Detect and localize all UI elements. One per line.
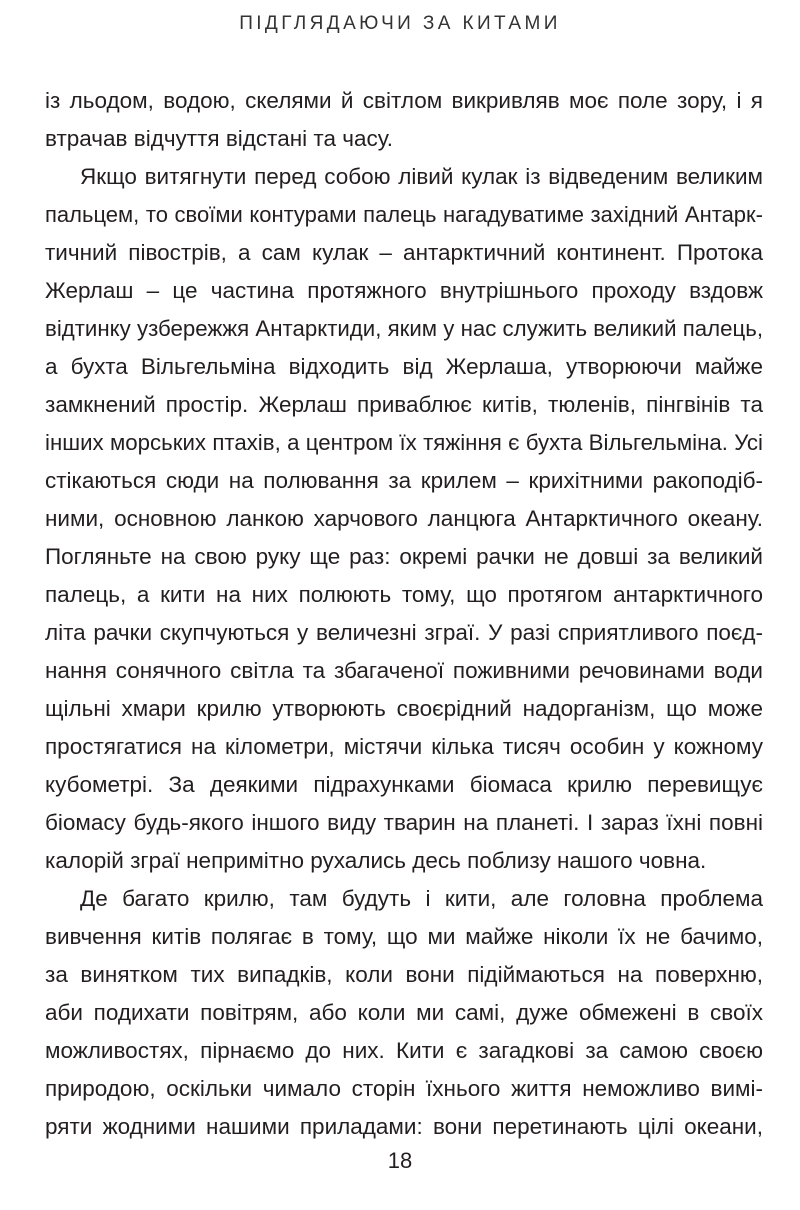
text-line: Жерлаш – це частина протяжного внутрішнього проходу вздовж — [45, 278, 763, 303]
text-line: а бухта Вільгельміна відходить від Жерлаша, утворюючи майже — [45, 354, 763, 379]
text-line: біомасу будь-якого іншого виду тварин на планеті. І зараз їхні повні — [45, 810, 763, 835]
text-line: пальцем, то своїми контурами палець нагадуватиме західний Антарк- — [45, 202, 763, 227]
text-line: стікаються сюди на полювання за крилем – крихітними ракоподіб- — [45, 468, 763, 493]
text-line: із льодом, водою, скелями й світлом викривляв моє поле зору, і я — [45, 88, 763, 113]
text-line: аби подихати повітрям, або коли ми самі, дуже обмежені в своїх — [45, 1000, 763, 1025]
text-line: замкнений простір. Жерлаш приваблює китів, тюленів, пінгвінів та — [45, 392, 763, 417]
text-line: нання сонячного світла та збагаченої поживними речовинами води — [45, 658, 763, 683]
text-line: Погляньте на свою руку ще раз: окремі рачки не довші за великий — [45, 544, 763, 569]
text-line: ними, основною ланкою харчового ланцюга Антарктичного океану. — [45, 506, 763, 531]
text-line: ряти жодними нашими приладами: вони перетинають цілі океани, — [45, 1114, 763, 1139]
text-line: щільні хмари крилю утворюють своєрідний надорганізм, що може — [45, 696, 763, 721]
text-line: палець, а кити на них полюють тому, що протягом антарктичного — [45, 582, 763, 607]
text-line: кубометрі. За деякими підрахунками біомаса крилю перевищує — [45, 772, 763, 797]
text-line: калорій зграї непримітно рухались десь поблизу нашого човна. — [45, 848, 707, 873]
text-line: відтинку узбережжя Антарктиди, яким у нас служить великий палець, — [45, 316, 763, 341]
text-line: літа рачки скупчуються у величезні зграї. У разі сприятливого поєд- — [45, 620, 763, 645]
text-line: втрачав відчуття відстані та часу. — [45, 126, 393, 151]
text-line: Де багато крилю, там будуть і кити, але головна проблема — [80, 886, 763, 911]
text-line: простягатися на кілометри, містячи кілька тисяч особин у кожному — [45, 734, 763, 759]
text-line: інших морських птахів, а центром їх тяжіння є бухта Вільгельміна. Усі — [45, 430, 763, 455]
body-text — [45, 82, 763, 1146]
text-line: вивчення китів полягає в тому, що ми майже ніколи їх не бачимо, — [45, 924, 763, 949]
page-number: 18 — [387, 1148, 413, 1173]
text-line: за винятком тих випадків, коли вони підіймаються на поверхню, — [45, 962, 763, 987]
text-line: тичний півострів, а сам кулак – антарктичний континент. Протока — [45, 240, 763, 265]
text-line: природою, оскільки чимало сторін їхнього життя неможливо вимі- — [45, 1076, 763, 1101]
running-head: ПІДГЛЯДАЮЧИ ЗА КИТАМИ — [239, 13, 561, 34]
text-line: Якщо витягнути перед собою лівий кулак із відведеним великим — [80, 164, 763, 189]
text-line: можливостях, пірнаємо до них. Кити є загадкові за самою своєю — [45, 1038, 763, 1063]
